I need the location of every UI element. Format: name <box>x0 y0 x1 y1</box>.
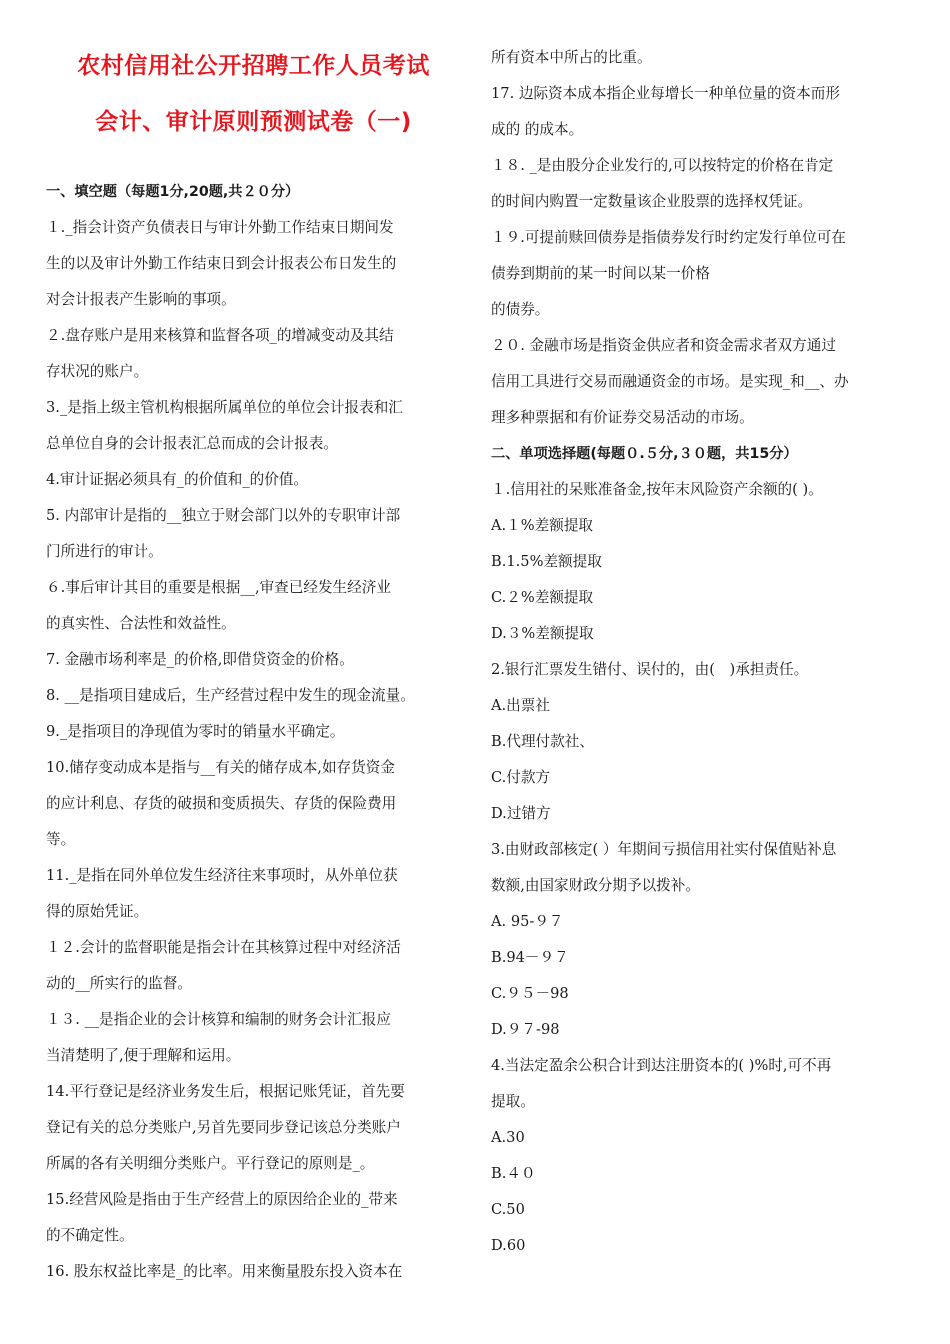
section-heading: 一、填空题（每题1分,20题,共２０分） <box>46 184 300 200</box>
text-line: 债券到期前的某一时间以某一价格 <box>491 265 710 282</box>
text-line: 2.银行汇票发生错付、误付的，由( )承担责任。 <box>491 661 809 678</box>
text-line: 等。 <box>46 831 76 848</box>
text-line: 信用工具进行交易而融通资金的市场。是实现_和__、办 <box>491 373 849 390</box>
text-line: 的债券。 <box>491 301 550 318</box>
text-line: 得的原始凭证。 <box>46 903 149 920</box>
text-line: A.出票社 <box>491 697 550 714</box>
text-line: A.１%差额提取 <box>491 517 594 534</box>
text-line: ６.事后审计其目的重要是根据__,审查已经发生经济业 <box>46 579 391 596</box>
text-line: 5. 内部审计是指的__独立于财会部门以外的专职审计部 <box>46 507 401 524</box>
text-line: 动的__所实行的监督。 <box>46 975 192 992</box>
text-line: 16. 股东权益比率是_的比率。用来衡量股东投入资本在 <box>46 1263 403 1280</box>
text-line: 所属的各有关明细分类账户。平行登记的原则是_。 <box>46 1155 375 1172</box>
text-line: D.９７-98 <box>491 1021 560 1038</box>
text-line: ２０. 金融市场是指资金供应者和资金需求者双方通过 <box>491 337 836 354</box>
text-line: C.付款方 <box>491 769 551 786</box>
text-line: 生的以及审计外勤工作结束日到会计报表公布日发生的 <box>46 255 397 272</box>
text-line: B.代理付款社、 <box>491 733 594 750</box>
text-line: ２.盘存账户是用来核算和监督各项_的增减变动及其结 <box>46 327 394 344</box>
text-line: C.９５－98 <box>491 985 569 1002</box>
text-line: 9._是指项目的净现值为零时的销量水平确定。 <box>46 723 345 740</box>
text-line: 所有资本中所占的比重。 <box>491 49 652 66</box>
text-line: 3.由财政部核定( ）年期间亏损信用社实付保值贴补息 <box>491 841 837 858</box>
text-line: 提取。 <box>491 1093 535 1110</box>
text-line: 数额,由国家财政分期予以拨补。 <box>491 877 700 894</box>
text-line: 成的 的成本。 <box>491 121 584 138</box>
text-line: 门所进行的审计。 <box>46 543 163 560</box>
text-line: 登记有关的总分类账户,另首先要同步登记该总分类账户 <box>46 1119 401 1136</box>
text-line: 3._是指上级主管机构根据所属单位的单位会计报表和汇 <box>46 399 403 416</box>
text-line: 存状况的账户。 <box>46 363 149 380</box>
text-line: 的时间内购置一定数量该企业股票的选择权凭证。 <box>491 193 813 210</box>
text-line: 的不确定性。 <box>46 1227 134 1244</box>
text-line: B.94－９７ <box>491 949 569 966</box>
text-line: １._指会计资产负债表日与审计外勤工作结束日期间发 <box>46 219 394 236</box>
text-line: 总单位自身的会计报表汇总而成的会计报表。 <box>46 435 338 452</box>
text-line: B.1.5%差额提取 <box>491 553 602 570</box>
text-line: A.30 <box>491 1129 525 1146</box>
document-title: 农村信用社公开招聘工作人员考试 <box>77 53 430 79</box>
text-line: A. 95-９７ <box>491 913 564 930</box>
text-line: 14.平行登记是经济业务发生后，根据记账凭证，首先要 <box>46 1083 405 1100</box>
text-line: 11._是指在同外单位发生经济往来事项时，从外单位获 <box>46 867 398 884</box>
document-subtitle: 会计、审计原则预测试卷（一) <box>95 109 412 135</box>
text-line: D.３%差额提取 <box>491 625 594 642</box>
text-line: D.60 <box>491 1237 526 1254</box>
text-line: 10.储存变动成本是指与__有关的储存成本,如存货资金 <box>46 759 395 776</box>
text-line: １９.可提前赎回债券是指债券发行时约定发行单位可在 <box>491 229 846 246</box>
text-line: C.50 <box>491 1201 525 1218</box>
text-line: 7. 金融市场利率是_的价格,即借贷资金的价格。 <box>46 651 354 668</box>
text-line: １８. _是由股分企业发行的,可以按特定的价格在肯定 <box>491 157 834 174</box>
text-line: 15.经营风险是指由于生产经营上的原因给企业的_带来 <box>46 1191 398 1208</box>
text-line: 对会计报表产生影响的事项。 <box>46 291 236 308</box>
text-line: 17. 边际资本成本指企业每增长一种单位量的资本而形 <box>491 85 840 102</box>
text-line: B.４０ <box>491 1165 536 1182</box>
text-line: C.２%差额提取 <box>491 589 594 606</box>
text-line: １.信用社的呆账准备金,按年末风险资产余额的( )。 <box>491 481 823 498</box>
text-line: １２.会计的监督职能是指会计在其核算过程中对经济活 <box>46 939 401 956</box>
text-line: １３. __是指企业的会计核算和编制的财务会计汇报应 <box>46 1011 391 1028</box>
text-line: 4.审计证据必须具有_的价值和_的价值。 <box>46 471 309 488</box>
section-heading: 二、单项选择题(每题０.５分,３０题，共15分） <box>491 446 798 462</box>
text-line: 理多种票据和有价证券交易活动的市场。 <box>491 409 754 426</box>
text-line: 当清楚明了,便于理解和运用。 <box>46 1047 241 1064</box>
text-line: 的应计利息、存货的破损和变质损失、存货的保险费用 <box>46 795 397 812</box>
text-line: 4.当法定盈余公积合计到达注册资本的( )%时,可不再 <box>491 1057 832 1074</box>
text-line: D.过错方 <box>491 805 551 822</box>
text-line: 的真实性、合法性和效益性。 <box>46 615 236 632</box>
text-line: 8. __是指项目建成后，生产经营过程中发生的现金流量。 <box>46 687 415 704</box>
